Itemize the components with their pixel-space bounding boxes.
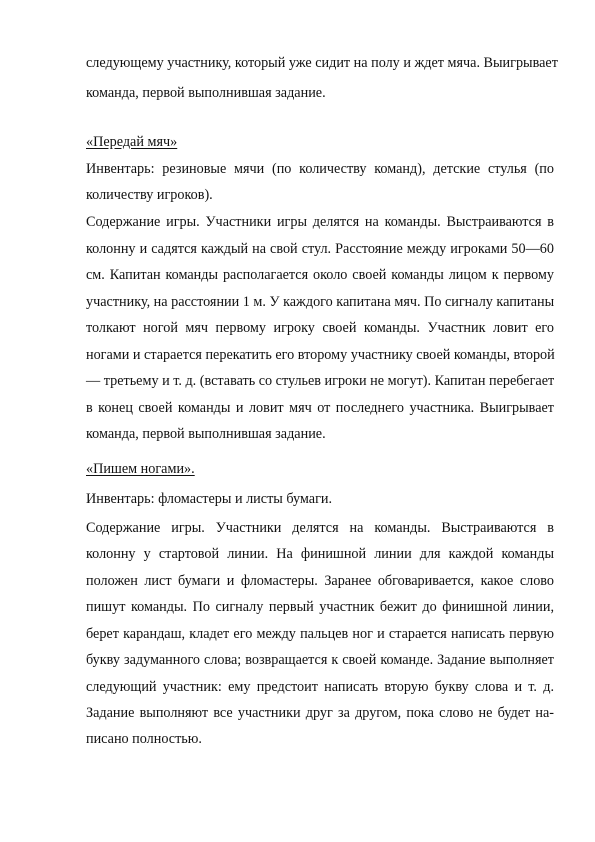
- text-line: команда, первой выполнившая задание.: [86, 85, 326, 101]
- section-heading: [86, 461, 554, 477]
- text-line: участнику, на расстоянии 1 м. У каждого капитана мяч. По сигналу капитаны: [86, 294, 555, 310]
- text-line: количеству игроков).: [86, 187, 213, 203]
- text-line: команда, первой выполнившая задание.: [86, 426, 326, 442]
- heading-text: «Передай мяч»: [86, 134, 178, 150]
- text-line: берет карандаш, кладет его между пальцев ног и старается написать первую: [86, 626, 554, 642]
- text-line: пишут команды. По сигналу первый участник бежит до финишной линии,: [86, 599, 554, 615]
- text-line: ногами и старается перекатить его второму участнику своей команды, второй: [86, 347, 555, 363]
- text-line: Содержание игры. Участники делятся на команды. Выстраиваются в: [86, 520, 554, 536]
- text-line: см. Капитан команды располагается около своей команды лицом к первому: [86, 267, 554, 283]
- text-line: колонну у стартовой линии. На финишной линии для каждой команды: [86, 546, 554, 562]
- text-line: следующий участник: ему предстоит написать вторую букву слова и т. д.: [86, 679, 554, 695]
- text-line: толкают ногой мяч первому игроку своей команды. Участник ловит его: [86, 320, 554, 336]
- text-line: писано полностью.: [86, 731, 202, 747]
- text-line: следующему участнику, который уже сидит на полу и ждет мяча. Выигрывает: [86, 55, 558, 71]
- text-line: Задание выполняют все участники друг за другом, пока слово не будет на-: [86, 705, 554, 721]
- text-line: — третьему и т. д. (вставать со стульев игроки не могут). Капитан перебегает: [86, 373, 555, 389]
- text-line: Содержание игры. Участники игры делятся на команды. Выстраиваются в: [86, 214, 554, 230]
- section-heading: [86, 134, 554, 150]
- text-line: в конец своей команды и ловит мяч от последнего участника. Выигрывает: [86, 400, 554, 416]
- text-line: букву задуманного слова; возвращается к своей команде. Задание выполняет: [86, 652, 554, 668]
- text-line: Инвентарь: резиновые мячи (по количеству команд), детские стулья (по: [86, 161, 554, 177]
- text-line: положен лист бумаги и фломастеры. Заранее обговаривается, какое слово: [86, 573, 554, 589]
- heading-text: «Пишем ногами».: [86, 461, 195, 477]
- text-line: Инвентарь: фломастеры и листы бумаги.: [86, 491, 333, 507]
- text-line: колонну и садятся каждый на свой стул. Расстояние между игроками 50—60: [86, 241, 554, 257]
